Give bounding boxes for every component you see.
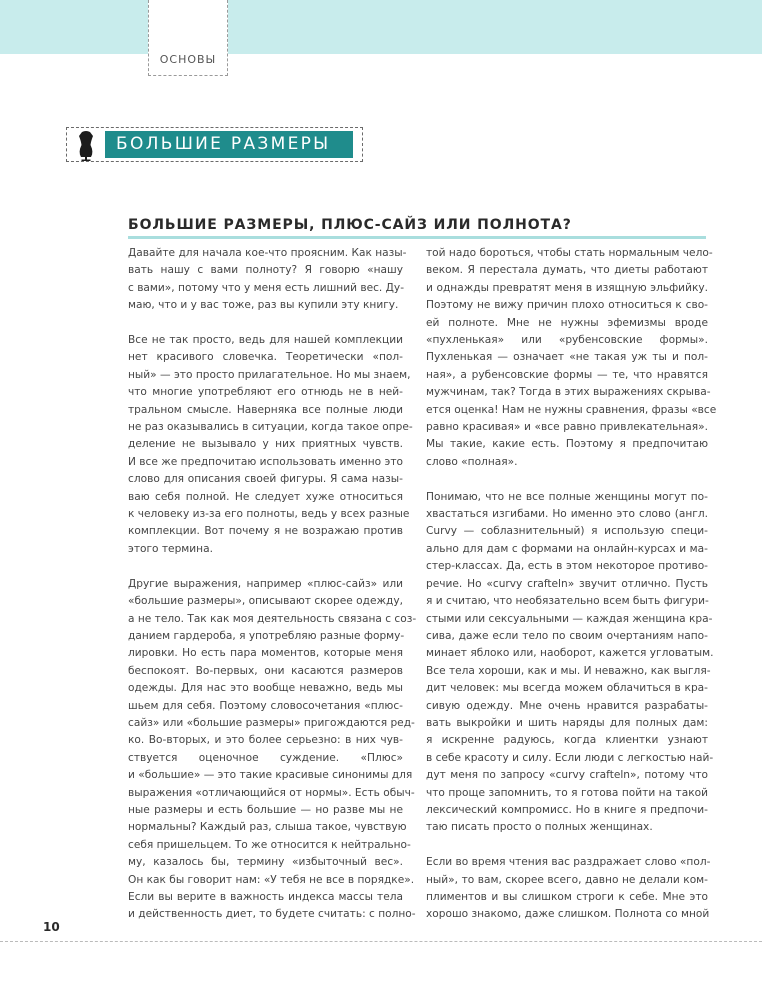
text-line: к человеку из-за его полноты, ведь у всех разные <box>128 508 410 521</box>
text-line: деление не вызывало у них приятных чувств. <box>128 438 403 451</box>
text-line: ный», то вам, скорее всего, давно не делали ком- <box>426 873 708 886</box>
text-line: Мы такие, какие есть. Поэтому я предпочитаю <box>426 438 708 451</box>
section-title: БОЛЬШИЕ РАЗМЕРЫ, ПЛЮС-САЙЗ ИЛИ ПОЛНОТА? <box>128 217 572 233</box>
text-line: и однажды превратят меня в изящную эльфийку. <box>426 281 708 294</box>
text-line: и «большие» — это такие красивые синонимы для <box>128 769 413 782</box>
section-tab-label: ОСНОВЫ <box>159 53 217 66</box>
mannequin-icon <box>76 130 96 161</box>
text-line: Все тела хороши, как и мы. И неважно, как выгля- <box>426 664 711 677</box>
paragraph-gap <box>426 471 708 488</box>
paragraph-gap <box>426 837 708 854</box>
page-number: 10 <box>43 920 60 934</box>
text-line: веком. Я перестала думать, что диеты работают <box>426 264 708 277</box>
text-line: слово «полная». <box>426 455 518 468</box>
text-line: ствуется оценочное суждение. «Плюс» <box>128 751 403 764</box>
paragraph <box>128 245 407 315</box>
text-line: дут меня по запросу «curvy crafteln», потому что <box>426 769 708 782</box>
paragraph <box>128 332 413 558</box>
text-line: выражения «отличающийся от нормы». Есть обыч- <box>128 786 415 799</box>
text-line: речие. Но «curvy crafteln» звучит отлично. Пусть <box>426 577 708 590</box>
text-line: шьем для себя. Поэтому словосочетания «плюс- <box>128 699 403 712</box>
text-line: нет красивого словечка. Теоретически «пол- <box>128 351 403 364</box>
text-line: нормальны? Каждый раз, слыша такое, чувствую <box>128 821 407 834</box>
text-line: слово для описания своей фигуры. Я сама назы- <box>128 473 403 486</box>
text-line: что проще запомнить, то я готова пойти на такой <box>426 786 708 799</box>
text-line: «пухленькая» или «рубенсовские формы». <box>426 334 708 347</box>
text-line: минает яблоко или, наоборот, кажется угловатым. <box>426 647 714 660</box>
text-line: Он как бы говорит нам: «У тебя не все в порядке». <box>128 873 415 886</box>
text-line: сайз» или «большие размеры» пригождаются ред- <box>128 716 415 729</box>
bottom-rule <box>0 941 762 942</box>
text-line: этого термина. <box>128 542 213 555</box>
text-line: сива, даже если тело по своим очертаниям напо- <box>426 629 708 642</box>
text-line: хвастаться изгибами. Но именно это слово (англ. <box>426 508 708 521</box>
paragraph-gap <box>128 315 403 332</box>
text-line: Если во время чтения вас раздражает слово «пол- <box>426 856 711 869</box>
text-line: Поэтому не вижу причин плохо относиться к сво- <box>426 299 708 312</box>
text-line: себя пришельцем. То же относится к нейтрально- <box>128 838 411 851</box>
text-line: ные размеры и есть большие — но разве мы не <box>128 803 403 816</box>
text-line: Понимаю, что не все полные женщины могут по- <box>426 490 708 503</box>
left-text-column <box>128 245 417 924</box>
text-line: маю, что и у вас тоже, раз вы купили эту книгу. <box>128 299 399 312</box>
paragraph-gap <box>128 558 403 575</box>
text-line: равно красивая» и «все равно привлекательная». <box>426 421 708 434</box>
text-line: ный» — это просто прилагательное. Но мы знаем, <box>128 368 411 381</box>
text-line: и действенность диет, то будете считать: с полно- <box>128 908 416 921</box>
text-line: И все же предпочитаю использовать именно это <box>128 455 403 468</box>
text-line: «большие размеры», описывают скорее одежду, <box>128 595 403 608</box>
text-line: вать выкройки и шить наряды для полных дам: <box>426 716 708 729</box>
text-line: стер-классах. Да, есть в этом некоторое противо- <box>426 560 708 573</box>
text-line: ко. Во-вторых, и это более серьезно: в них чув- <box>128 734 403 747</box>
text-line: му, казалось бы, термину «избыточный вес». <box>128 856 403 869</box>
text-line: лировки. Но есть пара моментов, которые меня <box>128 647 403 660</box>
text-line: Все не так просто, ведь для нашей комплекции <box>128 334 403 347</box>
text-line: лексический компромисс. Но в книге я предпочи- <box>426 803 708 816</box>
text-line: ей полноте. Мне не нужны эфемизмы вроде <box>426 316 708 329</box>
text-line: хорошо знакомо, даже слишком. Полнота со мной <box>426 908 710 921</box>
text-line: не раз оказывались в ситуации, когда такое опре- <box>128 421 413 434</box>
paragraph <box>426 489 714 837</box>
text-line: дит человек: мы всегда можем облачиться в кра- <box>426 682 708 695</box>
text-line: а не тело. Так как моя деятельность связана с соз- <box>128 612 417 625</box>
chapter-header <box>105 131 353 158</box>
text-line: с вами», потому что у меня есть лишний вес. Ду- <box>128 281 405 294</box>
text-line: Если вы верите в важность индекса массы тела <box>128 891 403 903</box>
text-line: Пухленькая — означает «не такая уж ты и пол- <box>426 351 708 364</box>
text-line: Curvy — соблазнительный) я использую специ- <box>426 525 708 538</box>
text-line: стыми или сексуальными — каждая женщина кра- <box>426 612 713 625</box>
text-line: в себе красоту и силу. Если люди с легкостью най- <box>426 751 714 764</box>
section-tab <box>148 0 228 76</box>
text-line: мужчинам, так? Тогда в этих выражениях скрыва- <box>426 386 711 399</box>
text-line: ная», а рубенсовские формы — те, что нравятся <box>426 368 708 381</box>
paragraph <box>426 854 711 924</box>
text-line: ется оценка! Нам не нужны сравнения, фразы «все <box>426 403 717 416</box>
paragraph <box>426 245 717 471</box>
text-line: ваю себя полной. Не следует хуже относиться <box>128 490 403 503</box>
right-text-column <box>426 245 717 924</box>
text-line: одежды. Для нас это вообще неважно, ведь мы <box>128 682 403 695</box>
text-line: комплекции. Вот почему я не возражаю против <box>128 525 403 538</box>
text-line: я искренне радуюсь, когда клиентки узнают <box>426 734 708 747</box>
text-line: ально для дам с формами на онлайн-курсах и ма- <box>426 542 708 555</box>
text-line: беспокоят. Во-первых, они касаются размеров <box>128 664 403 677</box>
text-line: что многие употребляют его отнюдь не в ней- <box>128 386 403 399</box>
text-line: Давайте для начала кое-что проясним. Как назы- <box>128 247 407 259</box>
title-underline <box>128 236 706 239</box>
text-line: вать нашу с вами полноту? Я говорю «нашу <box>128 264 403 277</box>
top-color-band <box>0 0 762 54</box>
text-line: данием гардероба, я употребляю разные форму- <box>128 629 405 642</box>
text-line: сивую одежду. Мне очень нравится разрабаты- <box>426 699 708 712</box>
text-line: плиментов и вы слишком строги к себе. Мне это <box>426 891 708 903</box>
paragraph <box>128 576 417 924</box>
text-line: таю писать просто о полных женщинах. <box>426 821 653 834</box>
text-line: я и считаю, что необязательно всем быть фигури- <box>426 595 709 608</box>
text-line: тральном смысле. Наверняка все полные люди <box>128 403 403 416</box>
text-line: той надо бороться, чтобы стать нормальным чело- <box>426 247 713 259</box>
chapter-title: БОЛЬШИЕ РАЗМЕРЫ <box>116 134 331 154</box>
text-line: Другие выражения, например «плюс-сайз» или <box>128 577 403 590</box>
